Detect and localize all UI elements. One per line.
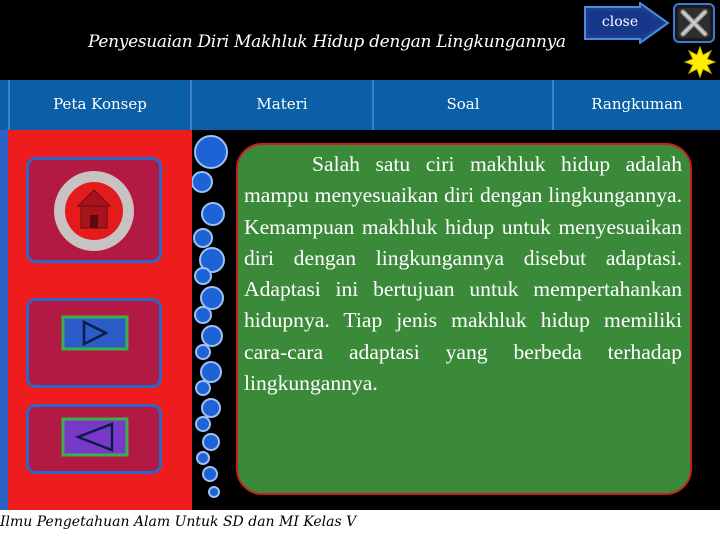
content-text: [244, 149, 682, 399]
tab-soal[interactable]: Soal: [446, 95, 480, 113]
close-x-button[interactable]: [672, 2, 716, 42]
close-label: close: [601, 14, 639, 30]
tab-rangkuman[interactable]: Rangkuman: [591, 95, 683, 113]
content-card: [236, 143, 692, 495]
bead-decoration: [192, 130, 232, 510]
previous-button[interactable]: [26, 404, 162, 474]
close-button[interactable]: [582, 2, 672, 42]
star-button[interactable]: [684, 46, 716, 78]
home-button[interactable]: [26, 157, 162, 263]
page-title: Penyesuaian Diri Makhluk Hidup dengan Lingkungannya: [88, 32, 566, 52]
home-icon: [29, 160, 159, 260]
next-button[interactable]: [26, 298, 162, 388]
side-panel-strip: [0, 130, 8, 510]
tab-peta-konsep[interactable]: Peta Konsep: [53, 95, 147, 113]
content-paragraph: Salah satu ciri makhluk hidup adalah mampu menyesuaikan diri dengan lingkungannya. Kemampuan makhluk hidup untuk menyesuaikan diri dengan lingkungannya disebut adaptasi. Adaptasi ini bertujuan untuk mempertahankan hidupnya. Tiap jenis makhluk hidup memiliki cara-cara adaptasi yang berbeda terhadap lingkungannya.: [244, 152, 682, 396]
tab-materi[interactable]: Materi: [256, 95, 308, 113]
footer-text: Ilmu Pengetahuan Alam Untuk SD dan MI Kelas V: [0, 514, 357, 530]
play-right-icon: [29, 301, 159, 385]
play-left-icon: [29, 407, 159, 471]
star-icon: [684, 46, 716, 78]
close-icon: [672, 2, 716, 44]
